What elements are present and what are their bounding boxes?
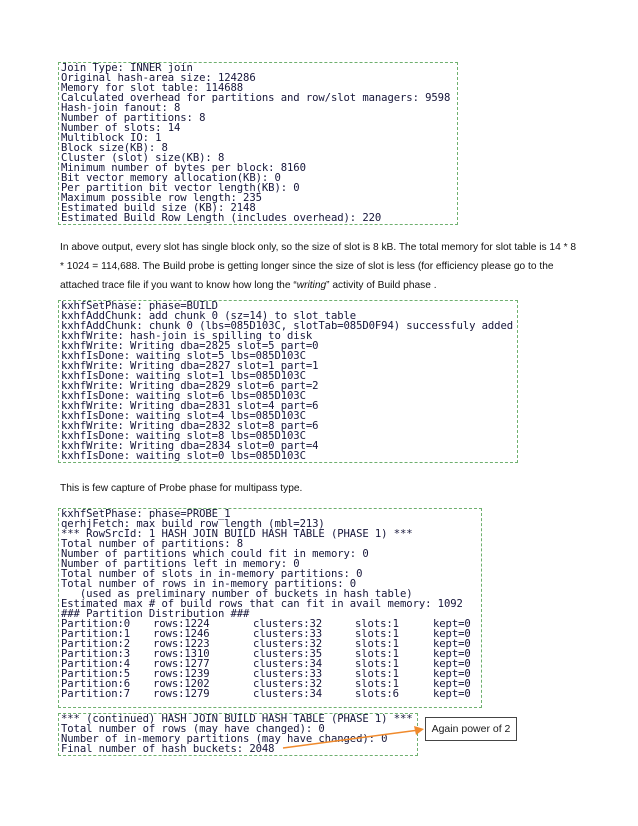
trace-line: Number of partitions: 8 [61, 112, 206, 124]
trace-line: kxhfIsDone: waiting slot=4 lbs=085D103C [61, 410, 306, 422]
paragraph-text-b: ” activity of Build phase . [326, 280, 437, 291]
partition-cell: slots:6 [355, 688, 399, 700]
partition-cell: clusters:32 [253, 638, 323, 650]
trace-line: (used as preliminary number of buckets in hash table) [61, 588, 413, 600]
trace-line: Total number of partitions: 8 [61, 538, 244, 550]
partition-cell: slots:1 [355, 638, 399, 650]
trace-line: kxhfWrite: Writing dba=2831 slot=4 part=6 [61, 400, 319, 412]
partition-cell: rows:1202 [153, 678, 210, 690]
partition-cell: clusters:32 [253, 618, 323, 630]
partition-cell: slots:1 [355, 628, 399, 640]
partition-cell: Partition:3 [61, 648, 131, 660]
partition-cell: kept=0 [433, 688, 471, 700]
trace-line: Estimated build size (KB): 2148 [61, 202, 256, 214]
trace-line: kxhfWrite: Writing dba=2829 slot=6 part=2 [61, 380, 319, 392]
partition-cell: Partition:6 [61, 678, 131, 690]
probe-caption-text: This is few capture of Probe phase for multipass type. [60, 483, 303, 494]
trace-line: kxhfSetPhase: phase=BUILD [61, 300, 218, 312]
trace-line: Estimated max # of build rows that can fit in avail memory: 1092 [61, 598, 463, 610]
partition-cell: Partition:2 [61, 638, 131, 650]
trace-line: Block size(KB): 8 [61, 142, 168, 154]
trace-line: Memory for slot table: 114688 [61, 82, 244, 94]
trace-line: kxhfIsDone: waiting slot=8 lbs=085D103C [61, 430, 306, 442]
partition-cell: rows:1279 [153, 688, 210, 700]
trace-line: Hash-join fanout: 8 [61, 102, 181, 114]
trace-line: Calculated overhead for partitions and row/slot managers: 9598 [61, 92, 451, 104]
partition-cell: Partition:4 [61, 658, 131, 670]
trace-line: kxhfWrite: hash-join is spilling to disk [61, 330, 313, 342]
trace-line: Maximum possible row length: 235 [61, 192, 262, 204]
trace-line: kxhfIsDone: waiting slot=6 lbs=085D103C [61, 390, 306, 402]
trace-line: kxhfAddChunk: chunk 0 (lbs=085D103C, slotTab=085D0F94) successfuly added [61, 320, 514, 332]
trace-line: Total number of slots in in-memory partitions: 0 [61, 568, 363, 580]
partition-cell: clusters:34 [253, 688, 323, 700]
trace-line: Total number of rows in in-memory partitions: 0 [61, 578, 357, 590]
trace-line: qerhjFetch: max build row length (mbl=213) [61, 518, 325, 530]
trace-line: kxhfSetPhase: phase=PROBE_1 [61, 508, 231, 520]
trace-line: *** RowSrcId: 1 HASH JOIN BUILD HASH TABLE (PHASE 1) *** [61, 528, 413, 540]
paragraph-emphasis: writing [296, 280, 327, 291]
trace-line: Number of in-memory partitions (may have changed): 0 [61, 733, 388, 745]
partition-cell: slots:1 [355, 658, 399, 670]
trace-line: kxhfWrite: Writing dba=2832 slot=8 part=6 [61, 420, 319, 432]
trace-line: Cluster (slot) size(KB): 8 [61, 152, 225, 164]
trace-line: Total number of rows (may have changed): 0 [61, 723, 325, 735]
partition-cell: clusters:35 [253, 648, 323, 660]
trace-line: *** (continued) HASH JOIN BUILD HASH TABLE (PHASE 1) *** [61, 713, 413, 725]
partition-cell: slots:1 [355, 668, 399, 680]
trace-line: ### Partition Distribution ### [61, 608, 250, 620]
partition-cell: clusters:34 [253, 658, 323, 670]
partition-cell: rows:1223 [153, 638, 210, 650]
partition-cell: clusters:33 [253, 628, 323, 640]
partition-cell: clusters:33 [253, 668, 323, 680]
partition-cell: rows:1277 [153, 658, 210, 670]
partition-cell: kept=0 [433, 668, 471, 680]
trace-line: kxhfWrite: Writing dba=2825 slot=5 part=0 [61, 340, 319, 352]
partition-cell: rows:1310 [153, 648, 210, 660]
partition-cell: kept=0 [433, 628, 471, 640]
trace-line: Number of slots: 14 [61, 122, 181, 134]
trace-line: Original hash-area size: 124286 [61, 72, 256, 84]
trace-line: kxhfWrite: Writing dba=2834 slot=0 part=4 [61, 440, 319, 452]
partition-cell: Partition:7 [61, 688, 131, 700]
callout-box [425, 717, 517, 741]
trace-line: kxhfIsDone: waiting slot=5 lbs=085D103C [61, 350, 306, 362]
callout-text: Again power of 2 [431, 723, 511, 735]
trace-line: Per partition bit vector length(KB): 0 [61, 182, 300, 194]
trace-line: kxhfIsDone: waiting slot=0 lbs=085D103C [61, 450, 306, 462]
partition-cell: slots:1 [355, 678, 399, 690]
partition-cell: rows:1246 [153, 628, 210, 640]
trace-line: kxhfIsDone: waiting slot=1 lbs=085D103C [61, 370, 306, 382]
partition-cell: clusters:32 [253, 678, 323, 690]
partition-cell: Partition:1 [61, 628, 131, 640]
trace-line: kxhfAddChunk: add chunk 0 (sz=14) to slot table [61, 310, 357, 322]
trace-line: Estimated Build Row Length (includes overhead): 220 [61, 212, 382, 224]
partition-cell: Partition:5 [61, 668, 131, 680]
partition-cell: slots:1 [355, 618, 399, 630]
trace-line: Join Type: INNER join [61, 62, 193, 74]
trace-line: Multiblock IO: 1 [61, 132, 162, 144]
partition-cell: Partition:0 [61, 618, 131, 630]
partition-cell: kept=0 [433, 678, 471, 690]
partition-cell: kept=0 [433, 618, 471, 630]
partition-cell: kept=0 [433, 638, 471, 650]
paragraph-text-a: In above output, every slot has single block only, so the size of slot is 8 kB. The total memory for slot table is 14 * 8 * 1024 = 114,688. The Build probe is getting longer since the size of slot is less (for efficiency please go to the attached trace file if you want to know how long the “ [60, 242, 577, 291]
trace-line: Bit vector memory allocation(KB): 0 [61, 172, 281, 184]
trace-line: Number of partitions left in memory: 0 [61, 558, 300, 570]
partition-cell: rows:1224 [153, 618, 210, 630]
trace-line: Minimum number of bytes per block: 8160 [61, 162, 306, 174]
partition-cell: kept=0 [433, 658, 471, 670]
trace-line: kxhfWrite: Writing dba=2827 slot=1 part=1 [61, 360, 319, 372]
trace-line: Number of partitions which could fit in memory: 0 [61, 548, 369, 560]
partition-cell: slots:1 [355, 648, 399, 660]
trace-line: Final number of hash buckets: 2048 [61, 743, 275, 755]
partition-cell: kept=0 [433, 648, 471, 660]
partition-cell: rows:1239 [153, 668, 210, 680]
